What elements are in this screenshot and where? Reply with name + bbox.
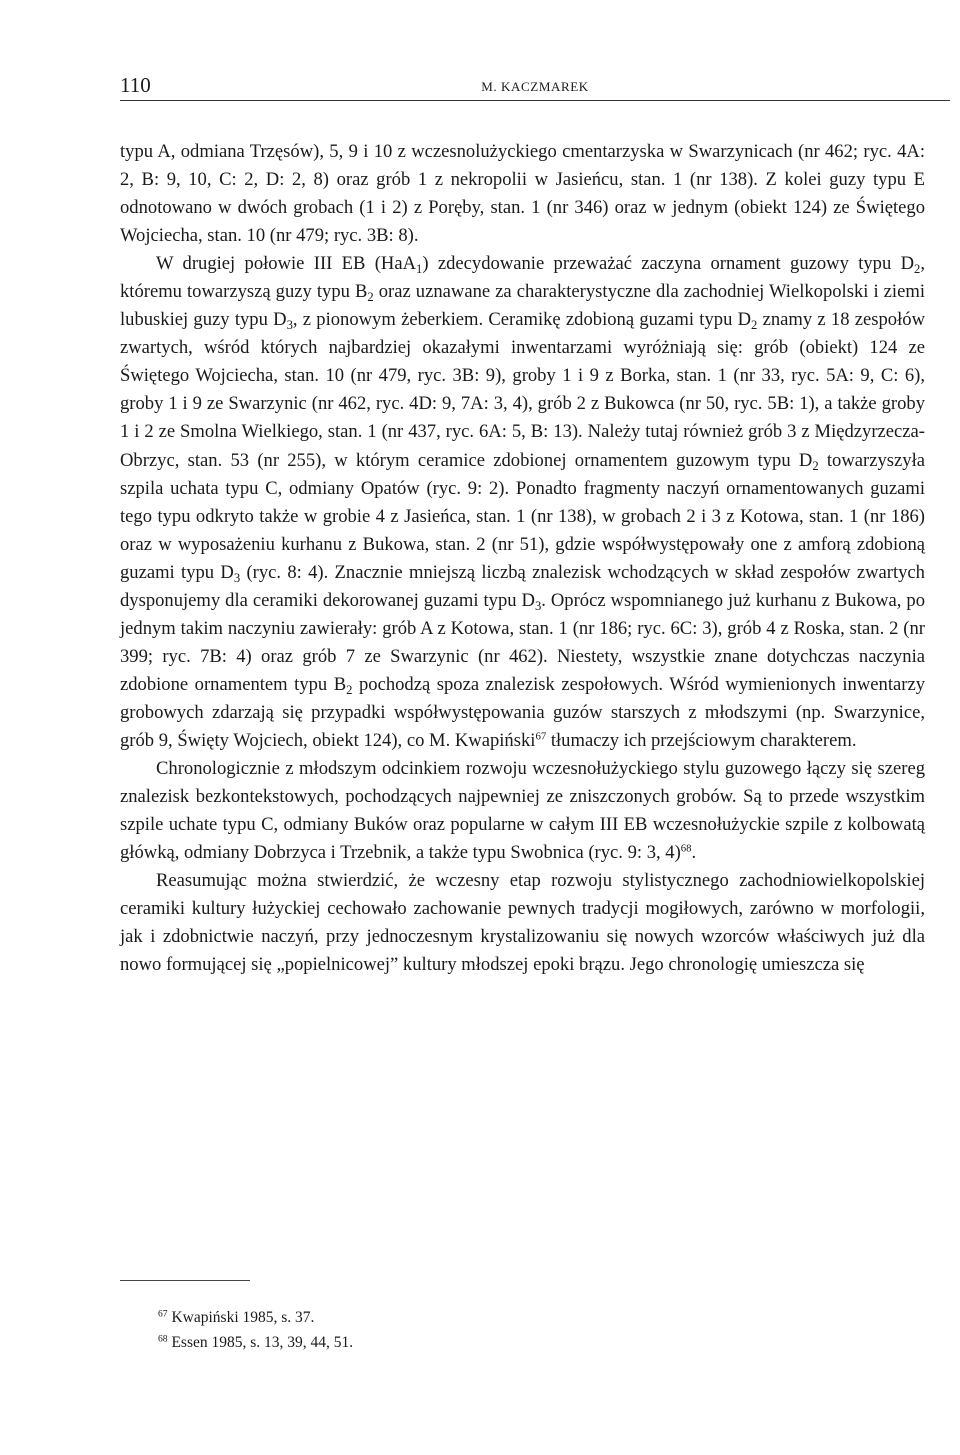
footnote-ref-67[interactable]: 67 — [535, 730, 547, 743]
footnote-68: $^{68}$ Essen 1985, s. 13, 39, 44, 51. — [158, 1333, 354, 1351]
footnote-separator — [120, 1280, 250, 1281]
paragraph-1: typu A, odmiana Trzęsów), 5, 9 i 10 z wczesnolużyckiego cmentarzyska w Swarzynicach (nr 462; ryc. 4A: 2, B: 9, 10, C: 2, D: 2, 8) oraz grób 1 z nekropolii w Jasieńcu, stan. 1 (nr 138). Z kolei guzy typu E odnotowano w dwóch grobach (1 i 2) z Poręby, stan. 1 (nr 346) oraz w jednym (obiekt 124) ze Świętego Wojciecha, stan. 10 (nr 479; ryc. 3B: 8). — [120, 141, 925, 247]
page-number: 110 — [120, 73, 151, 97]
paragraph-3: Chronologicznie z młodszym odcinkiem rozwoju wczesnołużyckiego stylu guzowego łączy się szereg znalezisk bezkontekstowych, pochodzących najpewniej ze zniszczonych grobów. Są to przede wszystkim szpile uchate typu C, odmiany Buków oraz popularne w całym III EB wczesnołużyckie szpile z kolbowatą główką, odmiany Dobrzyca i Trzebnik, a także typu Swobnica (ryc. 9: 3, 4)$^{68}$. — [120, 758, 925, 864]
running-head: M. KACZMAREK — [481, 79, 589, 94]
footnote-67: $^{67}$ Kwapiński 1985, s. 37. — [158, 1308, 315, 1326]
page-header — [120, 72, 950, 101]
paragraph-2: W drugiej połowie III EB (HaA$_1$) zdecydowanie przeważać zaczyna ornament guzowy typu $D_2$, któremu towarzyszą guzy typu $B_2$ oraz uznawane za charakterystyczne dla zachodniej Wielkopolski i ziemi lubuskiej guzy typu $D_3$, z pionowym żeberkiem. Ceramikę zdobioną guzami typu $D_2$ znamy z 18 zespołów zwartych, wśród których najbardziej okazałymi inwentarzami wyróżniają się: grób (obiekt) 124 ze Świętego Wojciecha, stan. 10 (nr 479, ryc. 3B: 9), groby 1 i 9 z Borka, stan. 1 (nr 33, ryc. 5A: 9, C: 6), groby 1 i 9 ze Swarzynic (nr 462, ryc. 4D: 9, 7A: 3, 4), grób 2 z Bukowca (nr 50, ryc. 5B: 1), a także groby 1 i 2 ze Smolna Wielkiego, stan. 1 (nr 437, ryc. 6A: 5, B: 13). Należy tutaj również grób 3 z Międzyrzecza-Obrzyc, stan. 53 (nr 255), w którym ceramice zdobionej ornamentem guzowym typu $D_2$ towarzyszyła szpila uchata typu C, odmiany Opatów (ryc. 9: 2). Ponadto fragmenty naczyń ornamentowanych guzami tego typu odkryto także w grobie 4 z Jasieńca, stan. 1 (nr 138), w grobach 2 i 3 z Kotowa, stan. 1 (nr 186) oraz w wyposażeniu kurhanu z Bukowa, stan. 2 (nr 51), gdzie współwystępowały one z amforą zdobioną guzami typu $D_3$ (ryc. 8: 4). Znacznie mniejszą liczbą znalezisk wchodzących w skład zespołów zwartych dysponujemy dla ceramiki dekorowanej guzami typu $D_3$. Oprócz wspomnianego już kurhanu z Bukowa, po jednym takim naczyniu zawierały: grób A z Kotowa, stan. 1 (nr 186; ryc. 6C: 3), grób 4 z Roska, stan. 2 (nr 399; ryc. 7B: 4) oraz grób 7 ze Swarzynic (nr 462). Niestety, wszystkie znane dotychczas naczynia zdobione ornamentem typu $B_2$ pochodzą spoza znalezisk zespołowych. Wśród wymienionych inwentarzy grobowych zdarzają się przypadki współwystępowania guzów starszych z młodszymi (np. Swarzynice, grób 9, Święty Wojciech, obiekt 124), co M. Kwapiński$^{67}$ tłumaczy ich przejściowym charakterem. — [120, 253, 925, 751]
body-text — [120, 138, 925, 979]
footnotes — [158, 1305, 918, 1355]
paragraph-4: Reasumując można stwierdzić, że wczesny etap rozwoju stylistycznego zachodniowielkopolskiej ceramiki kultury łużyckiej cechowało zachowanie pewnych tradycji mogiłowych, zarówno w morfologii, jak i zdobnictwie naczyń, przy jednoczesnym krystalizowaniu się nowych wzorców właściwych już dla nowo formującej się „popielnicowej” kultury młodszej epoki brązu. Jego chronologię umieszcza się — [120, 870, 925, 976]
footnote-ref-68[interactable]: 68 — [680, 842, 692, 855]
